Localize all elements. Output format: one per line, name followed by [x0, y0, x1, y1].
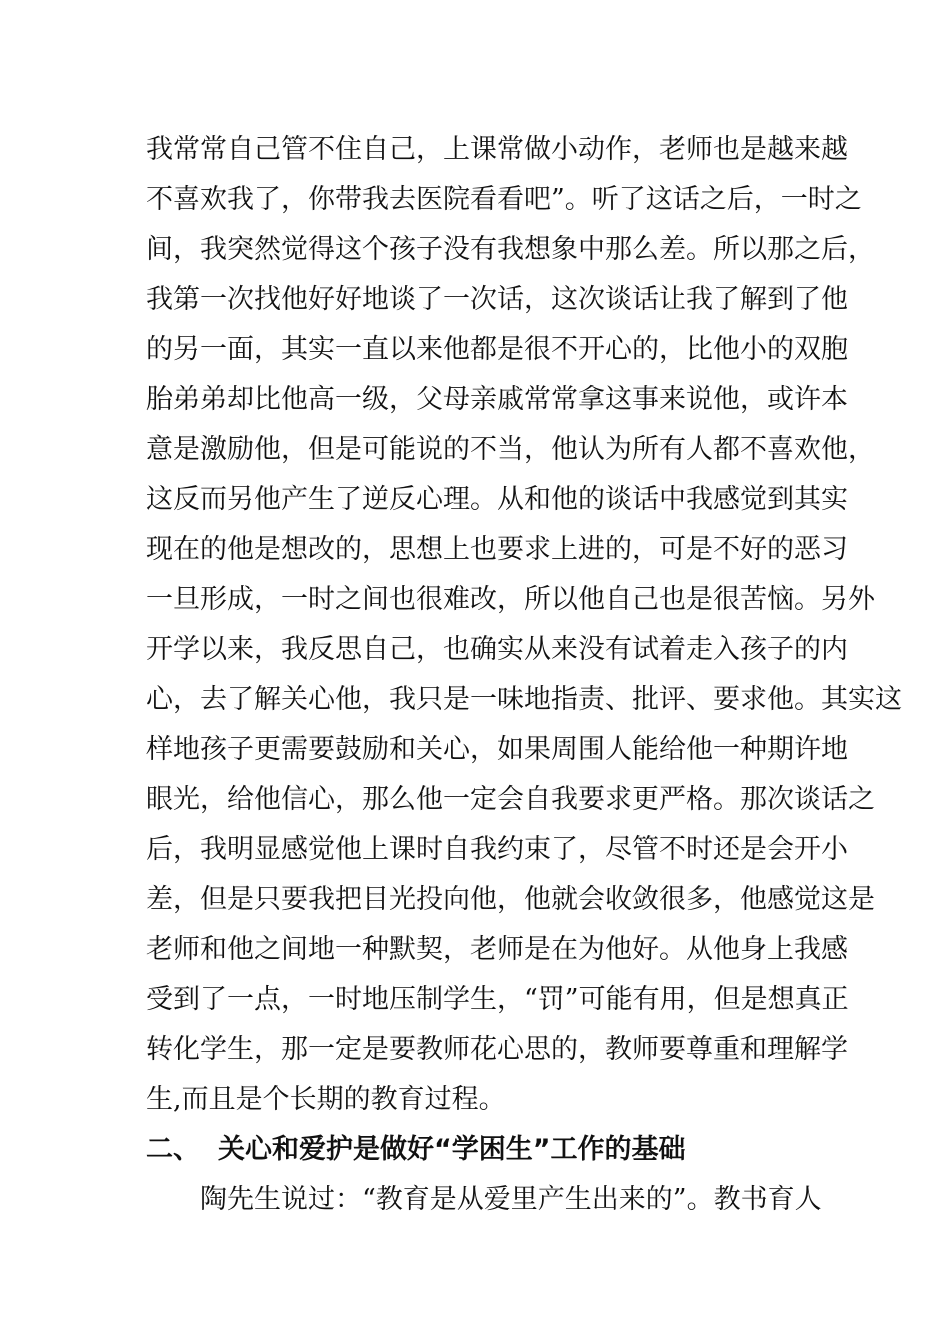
section-title: 关心和爱护是做好“学困生”工作的基础 [218, 1134, 686, 1165]
body-line-5: 的另一面，其实一直以来他都是很不开心的，比他小的双胞 [146, 334, 848, 365]
body-line-2: 不喜欢我了，你带我去医院看看吧”。听了这话之后，一时之 [146, 184, 862, 215]
body-line-7: 意是激励他，但是可能说的不当，他认为所有人都不喜欢他， [146, 434, 875, 465]
body-line-3: 间，我突然觉得这个孩子没有我想象中那么差。所以那之后， [146, 234, 875, 265]
paragraph-first-line: 陶先生说过：“教育是从爱里产生出来的”。教书育人 [200, 1184, 822, 1215]
body-line-6: 胎弟弟却比他高一级，父母亲戚常常拿这事来说他，或许本 [146, 384, 848, 415]
body-line-14: 眼光，给他信心，那么他一定会自我要求更严格。那次谈话之 [146, 784, 875, 815]
body-line-16: 差，但是只要我把目光投向他，他就会收敛很多，他感觉这是 [146, 884, 875, 915]
body-line-10: 一旦形成，一时之间也很难改，所以他自己也是很苦恼。另外 [146, 584, 875, 615]
body-line-12: 心，去了解关心他，我只是一味地指责、批评、要求他。其实这 [146, 684, 902, 715]
body-line-4: 我第一次找他好好地谈了一次话，这次谈话让我了解到了他 [146, 284, 848, 315]
body-line-20: 生,而且是个长期的教育过程。 [146, 1084, 506, 1115]
body-line-1: 我常常自己管不住自己，上课常做小动作，老师也是越来越 [146, 134, 848, 165]
body-line-18: 受到了一点，一时地压制学生，“罚”可能有用，但是想真正 [146, 984, 849, 1015]
body-line-8: 这反而另他产生了逆反心理。从和他的谈话中我感觉到其实 [146, 484, 848, 515]
body-line-11: 开学以来，我反思自己，也确实从来没有试着走入孩子的内 [146, 634, 848, 665]
body-line-9: 现在的他是想改的，思想上也要求上进的，可是不好的恶习 [146, 534, 848, 565]
section-heading [146, 1132, 810, 1168]
body-line-17: 老师和他之间地一种默契，老师是在为他好。从他身上我感 [146, 934, 848, 965]
body-line-19: 转化学生，那一定是要教师花心思的，教师要尊重和理解学 [146, 1034, 848, 1065]
body-line-15: 后，我明显感觉他上课时自我约束了，尽管不时还是会开小 [146, 834, 848, 865]
section-number: 二、 [146, 1134, 200, 1165]
body-line-13: 样地孩子更需要鼓励和关心，如果周围人能给他一种期许地 [146, 734, 848, 765]
